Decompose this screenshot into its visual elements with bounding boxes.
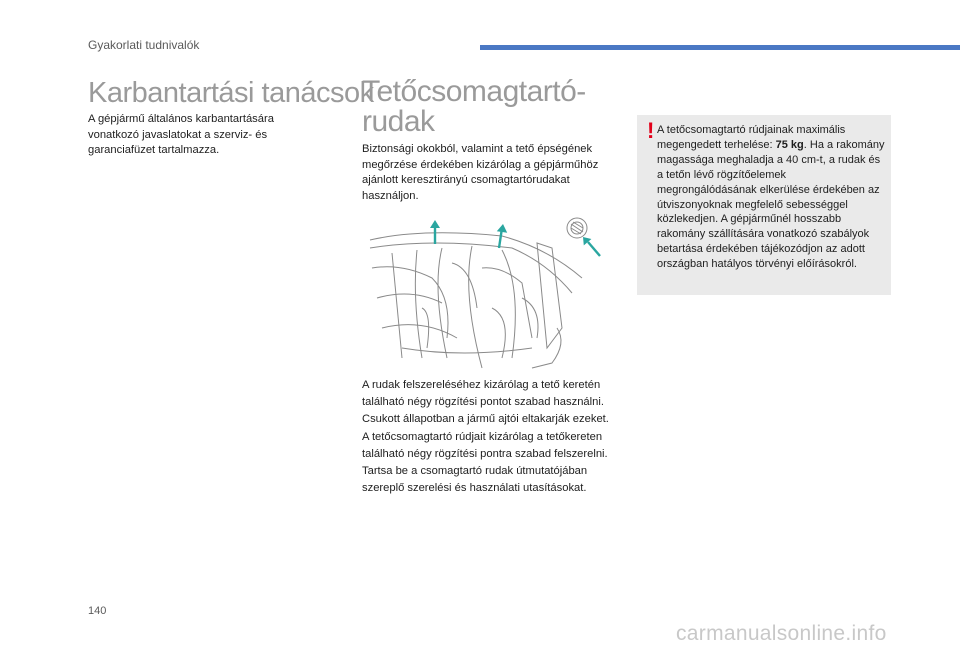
car-roof-mounting-illustration — [362, 208, 612, 373]
warning-box — [637, 115, 891, 295]
instruction-paragraph: A rudak felszereléséhez kizárólag a tető keretén található négy rögzítési pontot szabad használni. Csukott állapotban a jármű ajtói eltakarják ezeket. — [362, 379, 609, 426]
header-accent-bar — [480, 45, 960, 50]
exclamation-icon: ! — [647, 118, 655, 143]
watermark: carmanualsonline.info — [676, 622, 887, 645]
maintenance-text: A gépjármű általános karbantartására vonatkozó javaslatokat a szerviz- és garanciafüzet tartalmazza. — [88, 113, 274, 157]
roof-bars-instructions — [362, 377, 612, 497]
section-title: Gyakorlati tudnivalók — [88, 38, 200, 52]
warning-details: Ha a rakomány magassága meghaladja a 40 cm-t, a rudak és a tetőn lévő rögzítőelemek megrongálódásának elkerülése érdekében az útviszonyoknak megfelelő sebességgel közlekedjen. A gépjárműnél hosszabb rakomány szállítására vonatkozó szabályok betartása érdekében tájékozódjon az adott országban hatályos törvényi előírásokról. — [657, 138, 885, 271]
page-number: 140 — [88, 605, 107, 617]
maintenance-title: Karbantartási tanácsok — [88, 77, 374, 109]
roof-bars-intro: Biztonsági okokból, valamint a tető épségének megőrzése érdekében kizárólag a gépjárműhöz ajánlott keresztirányú csomagtartórudakat használjon. — [362, 143, 599, 202]
instruction-paragraph: A tetőcsomagtartó rúdjait kizárólag a tetőkereten található négy rögzítési pontra szabad felszerelni. — [362, 430, 608, 460]
warning-text: A tetőcsomagtartó rúdjainak maximális megengedett terhelése: 75 kg. Ha a rakomány magassága meghaladja a 40 cm-t, a rudak és a tetőn lévő rögzítőelemek megrongálódásának elkerülése érdekében az útviszonyoknak megfelelő sebességgel közlekedjen. A gépjárműnél hosszabb rakomány szállítására vonatkozó szabályok betartása érdekében tájékozódjon az adott országban hatályos törvényi előírásokról. — [657, 124, 885, 271]
instruction-paragraph: Tartsa be a csomagtartó rudak útmutatójában szereplő szerelési és használati utasításokat. — [362, 465, 588, 495]
max-load-value: 75 kg — [775, 138, 804, 151]
roof-bars-title: Tetőcsomagtartó-rudak — [362, 75, 586, 138]
